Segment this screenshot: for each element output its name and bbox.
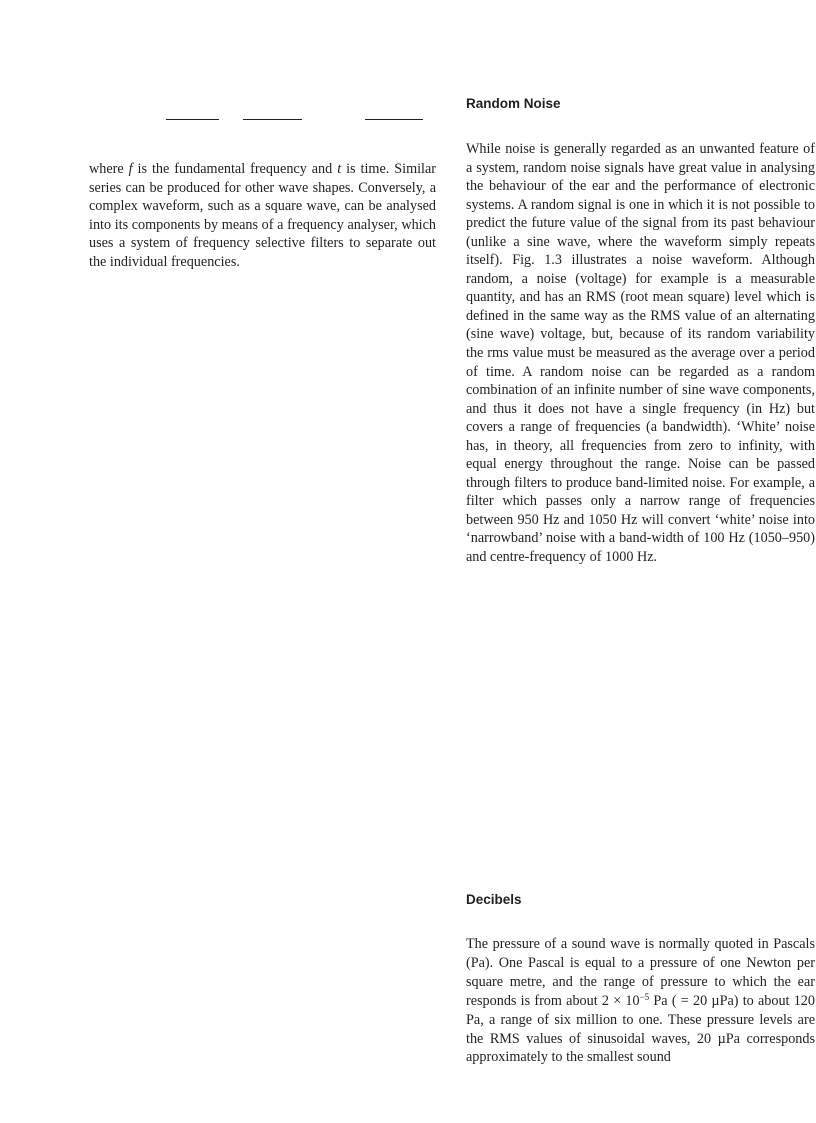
- text-fragment: Pa ( = 20 µPa) to about 120 Pa, a range of six million to one. These pressure levels are the RMS values of sinusoidal waves, 20 µPa corresponds approximately to the smallest sound: [466, 992, 815, 1066]
- fourier-series-paragraph: [89, 160, 436, 271]
- variable-t: t: [337, 161, 342, 177]
- left-column: [89, 160, 436, 271]
- equation-rule-3: [365, 119, 423, 120]
- decibels-section: [466, 935, 815, 1067]
- text-fragment: where: [89, 161, 129, 177]
- text-fragment: The pressure of a sound wave is normally quoted in Pascals (Pa). One Pascal is equal to a pressure of one Newton per square metre, and the range of pressure to which the ear responds is from about 2 × 10: [466, 936, 815, 1009]
- equation-rule-2: [243, 119, 302, 120]
- equation-rule-1: [166, 119, 219, 120]
- random-noise-heading: Random Noise: [466, 96, 561, 111]
- decibels-paragraph: [466, 935, 815, 1067]
- text-fragment: is the fundamental frequency and: [132, 161, 338, 177]
- random-noise-paragraph: While noise is generally regarded as an unwanted feature of a system, random noise signals have great value in analysing the behaviour of the ear and the performance of electronic systems. A random signal is one in which it is not possible to predict the future value of the signal from its past behaviour (unlike a sine wave, where the waveform simply repeats itself). Fig. 1.3 illustrates a noise waveform. Although random, a noise (voltage) for example is a measurable quantity, and has an RMS (root mean square) level which is defined in the same way as the RMS value of an alternating (sine wave) voltage, but, because of its random variability the rms value must be measured as the average over a period of time. A random noise can be regarded as a random combination of an infinite number of sine wave components, and thus it does not have a single frequency (in Hz) but covers a range of frequencies (a bandwidth). ‘White’ noise has, in theory, all frequencies from zero to infinity, with equal energy throughout the range. Noise can be passed through filters to produce band-limited noise. For example, a filter which passes only a narrow range of frequencies between 950 Hz and 1050 Hz will convert ‘white’ noise into ‘narrowband’ noise with a band-width of 100 Hz (1050–950) and centre-frequency of 1000 Hz.: [466, 141, 815, 566]
- random-noise-section: [466, 140, 815, 567]
- variable-f: f: [128, 161, 133, 177]
- decibels-heading: Decibels: [466, 892, 522, 907]
- exponent: −5: [639, 991, 650, 1002]
- text-fragment: is time. Similar series can be produced for other wave shapes. Conversely, a complex waveform, such as a square wave, can be analysed into its components by means of a frequency analyser, which uses a system of frequency selective filters to separate out the individual frequencies.: [89, 161, 437, 270]
